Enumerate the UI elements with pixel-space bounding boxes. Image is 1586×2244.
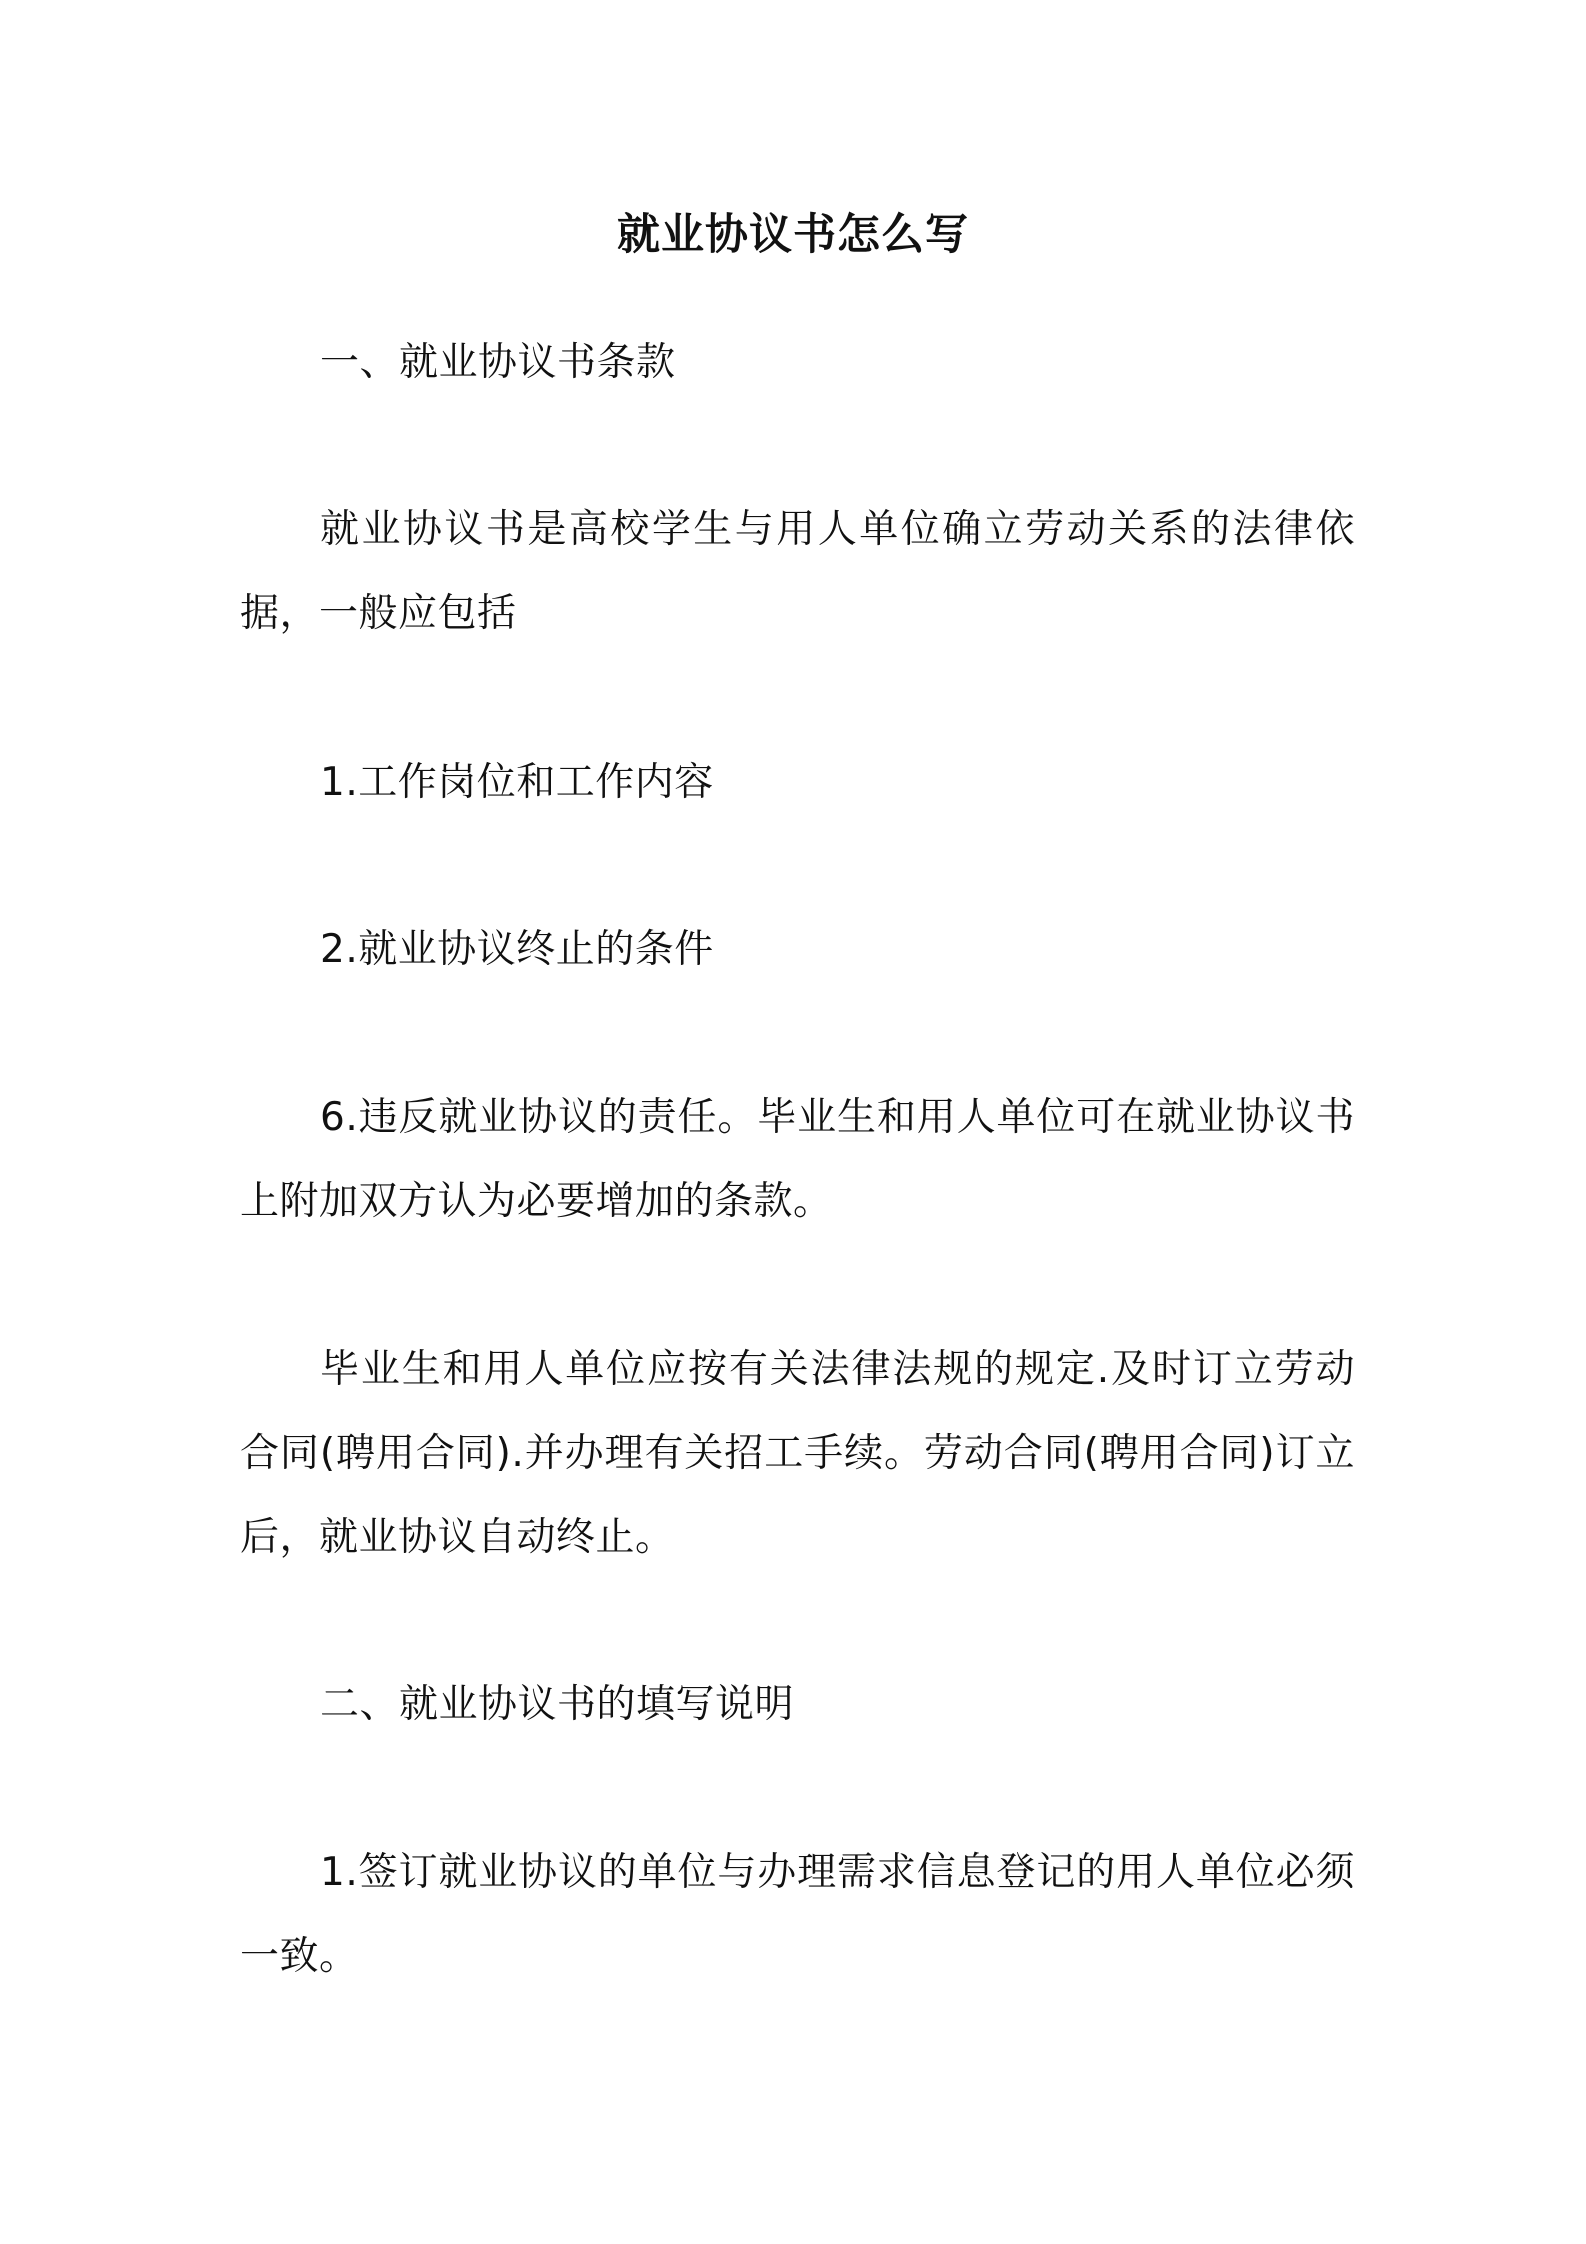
paragraph-labor-contract: 毕业生和用人单位应按有关法律法规的规定.及时订立劳动合同(聘用合同).并办理有关招工手续。劳动合同(聘用合同)订立后，就业协议自动终止。 <box>240 1347 1355 1560</box>
list-item-2: 2.就业协议终止的条件 <box>320 927 714 972</box>
section-heading-clauses: 一、就业协议书条款 <box>320 340 676 385</box>
section-heading-instructions: 二、就业协议书的填写说明 <box>320 1682 795 1727</box>
instruction-item-1: 1.签订就业协议的单位与办理需求信息登记的用人单位必须一致。 <box>240 1850 1355 1979</box>
paragraph-intro: 就业协议书是高校学生与用人单位确立劳动关系的法律依据，一般应包括 <box>240 507 1355 636</box>
list-item-1: 1.工作岗位和工作内容 <box>320 760 714 805</box>
document-title: 就业协议书怎么写 <box>617 210 969 260</box>
list-item-6: 6.违反就业协议的责任。毕业生和用人单位可在就业协议书上附加双方认为必要增加的条款。 <box>240 1095 1355 1224</box>
